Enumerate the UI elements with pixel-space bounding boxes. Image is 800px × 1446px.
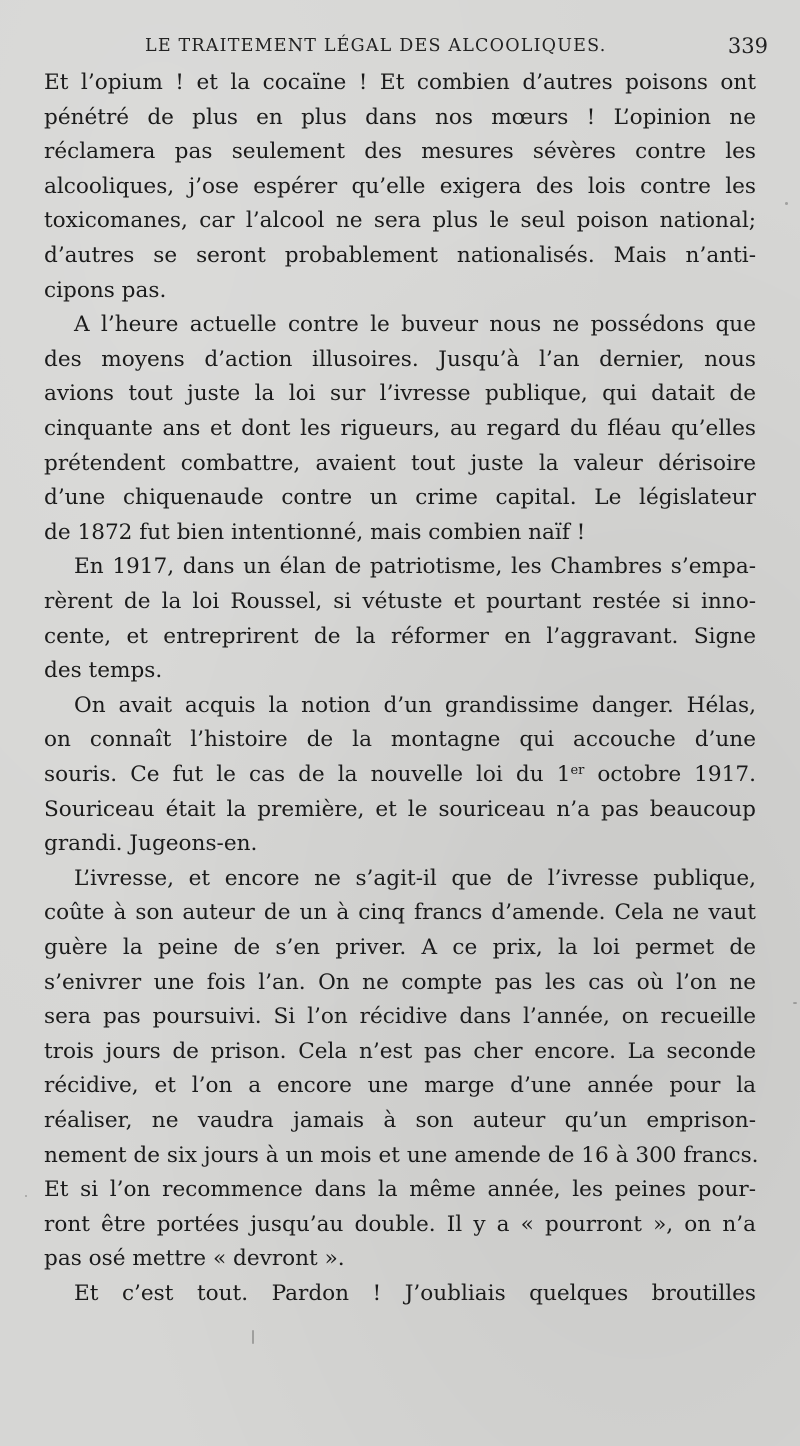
text-line: s’enivrer une fois l’an. On ne compte pas les cas où l’on ne	[44, 969, 756, 995]
paper-speck	[785, 202, 788, 205]
text-line: On avait acquis la notion d’un grandissime danger. Hélas,	[74, 692, 756, 718]
text-line: En 1917, dans un élan de patriotisme, les Chambres s’empa-	[74, 554, 756, 580]
text-line: d’une chiquenaude contre un crime capital. Le législateur	[44, 485, 756, 511]
running-head	[140, 36, 768, 64]
text-line: Et c’est tout. Pardon ! J’oubliais quelques broutilles	[74, 1281, 756, 1306]
text-line: toxicomanes, car l’alcool ne sera plus le seul poison national;	[44, 208, 756, 234]
text-line: alcooliques, j’ose espérer qu’elle exigera des lois contre les	[44, 173, 756, 199]
paper-speck	[25, 1195, 27, 1197]
text-line: d’autres se seront probablement nationalisés. Mais n’anti-	[44, 243, 756, 268]
text-line: L’ivresse, et encore ne s’agit-il que de l’ivresse publique,	[74, 865, 756, 891]
text-line: trois jours de prison. Cela n’est pas cher encore. La seconde	[44, 1038, 756, 1064]
text-line: des temps.	[44, 658, 163, 684]
text-line: de 1872 fut bien intentionné, mais combien naïf !	[44, 519, 586, 545]
text-line: grandi. Jugeons-en.	[44, 831, 258, 857]
text-line: cipons pas.	[44, 277, 167, 303]
text-line: A l’heure actuelle contre le buveur nous ne possédons que	[74, 312, 756, 338]
text-line: pas osé mettre « devront ».	[44, 1246, 345, 1272]
text-segment: octobre 1917.	[584, 762, 756, 787]
text-line: cente, et entreprirent de la réformer en l’aggravant. Signe	[44, 623, 756, 649]
running-title: LE TRAITEMENT LÉGAL DES ALCOOLIQUES.	[145, 36, 607, 56]
text-line: ront être portées jusqu’au double. Il y a « pourront », on n’a	[44, 1211, 756, 1237]
text-line: nement de six jours à un mois et une amende de 16 à 300 francs.	[44, 1142, 759, 1168]
text-line: des moyens d’action illusoires. Jusqu’à l’an dernier, nous	[44, 346, 756, 372]
text-line: prétendent combattre, avaient tout juste la valeur dérisoire	[44, 450, 756, 476]
text-line: pénétré de plus en plus dans nos mœurs ! L’opinion ne	[44, 104, 756, 130]
text-line: cinquante ans et dont les rigueurs, au regard du fléau qu’elles	[44, 416, 756, 441]
text-segment: souris. Ce fut le cas de la nouvelle loi du 1	[44, 762, 571, 787]
text-line: avions tout juste la loi sur l’ivresse publique, qui datait de	[44, 381, 756, 407]
paper-speck	[793, 1002, 797, 1004]
text-line: sera pas poursuivi. Si l’on récidive dans l’année, on recueille	[44, 1004, 756, 1030]
text-line: on connaît l’histoire de la montagne qui accouche d’une	[44, 727, 756, 753]
paper-speck	[252, 1330, 254, 1344]
page-number: 339	[727, 34, 768, 58]
text-line: réclamera pas seulement des mesures sévères contre les	[44, 139, 756, 165]
text-line: Et si l’on recommence dans la même année, les peines pour-	[44, 1177, 756, 1203]
text-line: réaliser, ne vaudra jamais à son auteur qu’un emprison-	[44, 1108, 756, 1133]
text-line: guère la peine de s’en priver. A ce prix, la loi permet de	[44, 935, 756, 960]
text-line-with-superscript	[44, 758, 756, 793]
text-line: Souriceau était la première, et le souriceau n’a pas beaucoup	[44, 796, 756, 822]
text-line: rèrent de la loi Roussel, si vétuste et pourtant restée si inno-	[44, 589, 756, 614]
text-line: Et l’opium ! et la cocaïne ! Et combien d’autres poisons ont	[44, 70, 756, 95]
superscript: er	[570, 763, 585, 778]
text-line: récidive, et l’on a encore une marge d’une année pour la	[44, 1073, 756, 1099]
text-line: coûte à son auteur de un à cinq francs d’amende. Cela ne vaut	[44, 900, 756, 926]
